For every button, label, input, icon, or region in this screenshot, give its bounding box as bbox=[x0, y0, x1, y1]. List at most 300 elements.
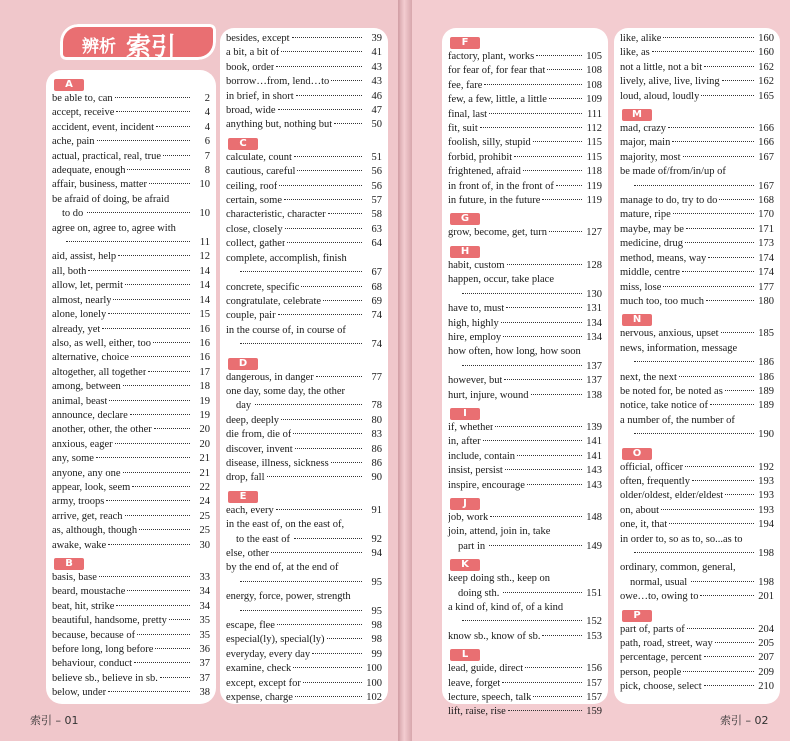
dot-leader bbox=[301, 285, 362, 287]
index-entry[interactable] bbox=[52, 265, 210, 279]
entry-page-number: 56 bbox=[371, 180, 382, 192]
index-entry[interactable] bbox=[52, 585, 210, 599]
section-letter-row bbox=[448, 32, 602, 50]
index-entry[interactable] bbox=[52, 481, 210, 495]
dot-leader bbox=[495, 425, 582, 427]
entry-page-number: 166 bbox=[758, 123, 774, 135]
entry-page-number: 98 bbox=[371, 620, 382, 632]
index-entry[interactable] bbox=[620, 533, 774, 562]
index-entry[interactable] bbox=[620, 637, 774, 651]
index-entry[interactable] bbox=[448, 165, 602, 179]
entry-term: alone, lonely bbox=[52, 309, 107, 321]
index-entry[interactable] bbox=[448, 662, 602, 676]
index-entry[interactable] bbox=[52, 629, 210, 643]
index-entry[interactable] bbox=[52, 423, 210, 437]
entry-page-number: 74 bbox=[371, 339, 382, 351]
dot-leader bbox=[462, 364, 582, 366]
dot-leader bbox=[531, 393, 583, 395]
dot-leader bbox=[127, 168, 190, 170]
dot-leader bbox=[706, 299, 754, 301]
index-entry[interactable] bbox=[226, 281, 382, 295]
index-entry[interactable] bbox=[620, 75, 774, 89]
index-entry[interactable] bbox=[52, 600, 210, 614]
entry-page-number: 94 bbox=[371, 548, 382, 559]
section-letter-row bbox=[448, 644, 602, 662]
index-entry[interactable] bbox=[226, 32, 382, 46]
section-letter: B bbox=[54, 558, 84, 570]
index-entry[interactable] bbox=[226, 295, 382, 309]
index-entry[interactable] bbox=[448, 677, 602, 691]
index-entry[interactable] bbox=[448, 464, 602, 478]
index-entry[interactable] bbox=[226, 619, 382, 633]
index-entry[interactable] bbox=[52, 657, 210, 671]
index-entry[interactable] bbox=[52, 380, 210, 394]
index-entry[interactable] bbox=[448, 691, 602, 705]
index-entry[interactable] bbox=[620, 208, 774, 222]
dot-leader bbox=[285, 227, 362, 229]
entry-page-number: 167 bbox=[758, 151, 774, 163]
dot-leader bbox=[661, 508, 754, 510]
entry-term: by the end of, at the end of bbox=[226, 562, 339, 574]
section-letter-row bbox=[52, 74, 210, 92]
entry-term: loud, aloud, loudly bbox=[620, 90, 700, 102]
index-entry[interactable] bbox=[620, 518, 774, 532]
entry-page-number: 14 bbox=[199, 280, 210, 292]
dot-leader bbox=[503, 591, 582, 593]
dot-leader bbox=[292, 36, 362, 38]
index-entry[interactable] bbox=[52, 279, 210, 293]
dot-leader bbox=[507, 263, 582, 265]
entry-term: know sb., know of sb. bbox=[448, 630, 541, 642]
index-entry[interactable] bbox=[448, 705, 602, 719]
index-entry[interactable] bbox=[448, 194, 602, 208]
index-entry[interactable] bbox=[52, 495, 210, 509]
dot-leader bbox=[323, 299, 362, 301]
index-entry[interactable] bbox=[226, 590, 382, 619]
entry-term: grow, become, get, turn bbox=[448, 227, 548, 239]
entry-page-number: 36 bbox=[199, 644, 210, 656]
index-entry[interactable] bbox=[448, 345, 602, 374]
dot-leader bbox=[240, 580, 362, 582]
entry-term: in order to, so as to, so...as to bbox=[620, 533, 743, 545]
index-entry[interactable] bbox=[448, 273, 602, 302]
index-entry[interactable] bbox=[52, 672, 210, 686]
entry-term: however, but bbox=[448, 375, 503, 387]
index-entry[interactable] bbox=[52, 395, 210, 409]
index-entry[interactable] bbox=[226, 104, 382, 118]
index-entry[interactable] bbox=[52, 250, 210, 264]
index-entry[interactable] bbox=[226, 151, 382, 165]
entry-term: appear, look, seem bbox=[52, 481, 131, 493]
entry-page-number: 16 bbox=[199, 323, 210, 335]
index-entry[interactable] bbox=[226, 252, 382, 281]
entry-page-number: 16 bbox=[199, 352, 210, 364]
title-small: 辨析 bbox=[82, 37, 116, 57]
entry-line-2 bbox=[52, 207, 210, 221]
index-entry[interactable] bbox=[448, 64, 602, 78]
dot-leader bbox=[691, 580, 754, 582]
dot-leader bbox=[169, 618, 190, 620]
entry-page-number: 143 bbox=[586, 479, 602, 491]
dot-leader bbox=[297, 169, 362, 171]
dot-leader bbox=[279, 184, 362, 186]
entry-page-number: 189 bbox=[758, 385, 774, 397]
index-entry[interactable] bbox=[226, 385, 382, 414]
entry-term: if, whether bbox=[448, 421, 494, 433]
index-entry[interactable] bbox=[448, 180, 602, 194]
entry-term: except, except for bbox=[226, 677, 301, 689]
entry-term: job, work bbox=[448, 511, 489, 523]
index-entry[interactable] bbox=[226, 61, 382, 75]
entry-term: in future, in the future bbox=[448, 195, 541, 207]
index-entry[interactable] bbox=[226, 518, 382, 547]
index-entry[interactable] bbox=[620, 680, 774, 694]
index-entry[interactable] bbox=[226, 471, 382, 485]
index-entry[interactable] bbox=[52, 92, 210, 106]
index-entry[interactable] bbox=[52, 106, 210, 120]
index-column-4 bbox=[614, 28, 780, 704]
index-entry[interactable] bbox=[226, 165, 382, 179]
index-entry[interactable] bbox=[620, 623, 774, 637]
entry-page-number: 8 bbox=[204, 165, 210, 177]
dot-leader bbox=[125, 283, 190, 285]
entry-term: fee, fare bbox=[448, 79, 483, 91]
entry-page-number: 180 bbox=[758, 295, 774, 307]
entry-page-number: 51 bbox=[371, 151, 382, 163]
entry-page-number: 14 bbox=[199, 265, 210, 277]
index-entry[interactable] bbox=[226, 504, 382, 518]
entry-line-2 bbox=[620, 576, 774, 590]
dot-leader bbox=[547, 68, 582, 70]
index-entry[interactable] bbox=[226, 648, 382, 662]
index-entry[interactable] bbox=[620, 194, 774, 208]
entry-term: medicine, drug bbox=[620, 238, 683, 250]
entry-term: dangerous, in danger bbox=[226, 371, 314, 383]
index-entry[interactable] bbox=[620, 46, 774, 60]
index-entry[interactable] bbox=[52, 150, 210, 164]
index-entry[interactable] bbox=[448, 435, 602, 449]
index-entry[interactable] bbox=[448, 108, 602, 122]
index-entry[interactable] bbox=[52, 222, 210, 251]
index-entry[interactable] bbox=[448, 421, 602, 435]
index-entry[interactable] bbox=[226, 237, 382, 251]
index-entry[interactable] bbox=[620, 32, 774, 46]
entry-term: besides, except bbox=[226, 33, 290, 44]
index-entry[interactable] bbox=[52, 294, 210, 308]
index-entry[interactable] bbox=[620, 489, 774, 503]
entry-page-number: 63 bbox=[371, 223, 382, 235]
dot-leader bbox=[276, 65, 362, 67]
index-entry[interactable] bbox=[226, 547, 382, 561]
entry-line-2 bbox=[226, 266, 382, 280]
index-entry[interactable] bbox=[226, 662, 382, 676]
entry-term: drop, fall bbox=[226, 472, 265, 484]
entry-line-2 bbox=[620, 356, 774, 370]
index-entry[interactable] bbox=[620, 90, 774, 104]
index-entry[interactable] bbox=[226, 371, 382, 385]
entry-term: expense, charge bbox=[226, 692, 293, 704]
index-entry[interactable] bbox=[52, 467, 210, 481]
index-entry[interactable] bbox=[448, 317, 602, 331]
entry-term: escape, flee bbox=[226, 620, 275, 632]
entry-line-2 bbox=[226, 533, 382, 547]
dot-leader bbox=[287, 241, 362, 243]
dot-leader bbox=[316, 375, 362, 377]
index-entry[interactable] bbox=[448, 122, 602, 136]
index-entry[interactable] bbox=[52, 686, 210, 700]
entry-term: die from, die of bbox=[226, 429, 292, 441]
index-entry[interactable] bbox=[620, 414, 774, 443]
index-entry[interactable] bbox=[52, 452, 210, 466]
index-entry[interactable] bbox=[226, 414, 382, 428]
index-entry[interactable] bbox=[620, 590, 774, 604]
index-entry[interactable] bbox=[226, 90, 382, 104]
index-entry[interactable] bbox=[620, 266, 774, 280]
index-entry[interactable] bbox=[226, 118, 382, 132]
index-entry[interactable] bbox=[52, 193, 210, 222]
index-entry[interactable] bbox=[448, 136, 602, 150]
entry-term: also, as well, either, too bbox=[52, 337, 152, 349]
index-entry[interactable] bbox=[226, 561, 382, 590]
entry-term: be noted for, be noted as bbox=[620, 385, 723, 397]
entry-page-number: 21 bbox=[199, 467, 210, 479]
index-entry[interactable] bbox=[52, 366, 210, 380]
index-entry[interactable] bbox=[52, 164, 210, 178]
index-entry[interactable] bbox=[448, 572, 602, 601]
entry-page-number: 112 bbox=[586, 123, 602, 135]
entry-page-number: 141 bbox=[586, 450, 602, 462]
index-entry[interactable] bbox=[226, 457, 382, 471]
entry-term: a number of, the number of bbox=[620, 414, 735, 426]
entry-term: like, as bbox=[620, 47, 650, 59]
entry-page-number: 37 bbox=[199, 658, 210, 670]
index-entry[interactable] bbox=[226, 194, 382, 208]
entry-page-number: 119 bbox=[586, 180, 602, 192]
index-entry[interactable] bbox=[620, 281, 774, 295]
index-entry[interactable] bbox=[448, 601, 602, 630]
dot-leader bbox=[96, 456, 190, 458]
section-letter-row bbox=[226, 353, 382, 371]
dot-leader bbox=[503, 335, 582, 337]
index-entry[interactable] bbox=[620, 461, 774, 475]
dot-leader bbox=[87, 211, 190, 213]
index-entry[interactable] bbox=[226, 324, 382, 353]
entry-term: before long, long before bbox=[52, 644, 154, 656]
index-entry[interactable] bbox=[226, 309, 382, 323]
index-entry[interactable] bbox=[52, 510, 210, 524]
index-entry[interactable] bbox=[448, 259, 602, 273]
index-entry[interactable] bbox=[448, 525, 602, 554]
index-entry[interactable] bbox=[620, 61, 774, 75]
index-entry[interactable] bbox=[52, 643, 210, 657]
index-entry[interactable] bbox=[448, 93, 602, 107]
entry-page-number: 43 bbox=[371, 61, 382, 73]
dot-leader bbox=[634, 432, 754, 434]
entry-term: another, other, the other bbox=[52, 424, 152, 436]
entry-page-number: 20 bbox=[199, 424, 210, 436]
entry-page-number: 171 bbox=[758, 223, 774, 235]
index-entry[interactable] bbox=[620, 504, 774, 518]
dot-leader bbox=[303, 681, 362, 683]
index-entry[interactable] bbox=[620, 385, 774, 399]
entry-term: close, closely bbox=[226, 223, 283, 235]
entry-page-number: 108 bbox=[586, 79, 602, 91]
entry-page-number: 34 bbox=[199, 586, 210, 598]
entry-term: among, between bbox=[52, 381, 121, 393]
index-entry[interactable] bbox=[448, 450, 602, 464]
index-entry[interactable] bbox=[620, 561, 774, 590]
entry-page-number: 193 bbox=[758, 475, 774, 487]
index-entry[interactable] bbox=[226, 180, 382, 194]
index-entry[interactable] bbox=[620, 136, 774, 150]
entry-term: be able to, can bbox=[52, 93, 113, 104]
index-entry[interactable] bbox=[52, 614, 210, 628]
entry-term: congratulate, celebrate bbox=[226, 295, 322, 307]
index-entry[interactable] bbox=[52, 351, 210, 365]
index-entry[interactable] bbox=[448, 389, 602, 403]
dot-leader bbox=[295, 447, 362, 449]
index-entry[interactable] bbox=[52, 323, 210, 337]
index-entry[interactable] bbox=[620, 122, 774, 136]
index-entry[interactable] bbox=[52, 337, 210, 351]
entry-term: book, order bbox=[226, 61, 275, 73]
index-entry[interactable] bbox=[620, 327, 774, 341]
dot-leader bbox=[704, 684, 754, 686]
index-entry[interactable] bbox=[226, 428, 382, 442]
index-entry[interactable] bbox=[52, 438, 210, 452]
entry-line-2 bbox=[620, 547, 774, 561]
index-entry[interactable] bbox=[226, 46, 382, 60]
index-entry[interactable] bbox=[620, 237, 774, 251]
dot-leader bbox=[108, 543, 190, 545]
dot-leader bbox=[634, 360, 754, 362]
entry-term: not a little, not a bit bbox=[620, 61, 703, 73]
index-entry[interactable] bbox=[226, 677, 382, 691]
entry-term: animal, beast bbox=[52, 395, 108, 407]
entry-page-number: 138 bbox=[586, 389, 602, 401]
entry-page-number: 18 bbox=[199, 381, 210, 393]
entry-page-number: 141 bbox=[586, 436, 602, 448]
index-entry[interactable] bbox=[448, 374, 602, 388]
index-entry[interactable] bbox=[52, 135, 210, 149]
dot-leader bbox=[514, 155, 582, 157]
index-entry[interactable] bbox=[620, 151, 774, 165]
entry-term-continuation: to do bbox=[62, 208, 84, 220]
dot-leader bbox=[506, 306, 582, 308]
index-entry[interactable] bbox=[52, 571, 210, 585]
dot-leader bbox=[719, 198, 754, 200]
dot-leader bbox=[480, 126, 582, 128]
dot-leader bbox=[149, 182, 190, 184]
entry-term: already, yet bbox=[52, 323, 101, 335]
index-entry[interactable] bbox=[226, 223, 382, 237]
index-entry[interactable] bbox=[226, 75, 382, 89]
index-entry[interactable] bbox=[620, 371, 774, 385]
entry-page-number: 210 bbox=[758, 681, 774, 693]
index-entry[interactable] bbox=[52, 308, 210, 322]
entry-term: a bit, a bit of bbox=[226, 47, 280, 59]
entry-term-continuation: part in bbox=[458, 540, 486, 552]
entry-term: altogether, all together bbox=[52, 366, 147, 378]
index-entry[interactable] bbox=[448, 630, 602, 644]
entry-term: be made of/from/in/up of bbox=[620, 166, 726, 178]
entry-term: because, because of bbox=[52, 629, 136, 641]
entry-term: ordinary, common, general, bbox=[620, 562, 736, 574]
entry-page-number: 86 bbox=[371, 443, 382, 455]
entry-page-number: 174 bbox=[758, 267, 774, 279]
entry-term: broad, wide bbox=[226, 105, 276, 117]
index-entry[interactable] bbox=[448, 79, 602, 93]
index-entry[interactable] bbox=[620, 252, 774, 266]
index-entry[interactable] bbox=[448, 302, 602, 316]
index-entry[interactable] bbox=[620, 475, 774, 489]
index-entry[interactable] bbox=[620, 666, 774, 680]
index-entry[interactable] bbox=[52, 524, 210, 538]
dot-leader bbox=[490, 515, 582, 517]
index-entry[interactable] bbox=[620, 295, 774, 309]
entry-page-number: 205 bbox=[758, 638, 774, 650]
index-entry[interactable] bbox=[226, 443, 382, 457]
dot-leader bbox=[281, 418, 362, 420]
book-spine bbox=[398, 0, 412, 741]
entry-term: owe…to, owing to bbox=[620, 591, 699, 603]
index-entry[interactable] bbox=[620, 399, 774, 413]
index-entry[interactable] bbox=[52, 178, 210, 192]
index-entry[interactable] bbox=[226, 691, 382, 705]
index-entry[interactable] bbox=[448, 151, 602, 165]
entry-page-number: 91 bbox=[371, 504, 382, 516]
dot-leader bbox=[281, 50, 362, 52]
index-entry[interactable] bbox=[226, 208, 382, 222]
index-entry[interactable] bbox=[52, 409, 210, 423]
index-entry[interactable] bbox=[448, 479, 602, 493]
index-entry[interactable] bbox=[620, 223, 774, 237]
entry-term: percentage, percent bbox=[620, 652, 702, 664]
index-entry[interactable] bbox=[448, 50, 602, 64]
index-entry[interactable] bbox=[448, 511, 602, 525]
index-entry[interactable] bbox=[620, 651, 774, 665]
index-entry[interactable] bbox=[620, 342, 774, 371]
dot-leader bbox=[293, 666, 362, 668]
index-entry[interactable] bbox=[52, 539, 210, 553]
entry-page-number: 47 bbox=[371, 105, 382, 117]
entry-term: basis, base bbox=[52, 572, 97, 583]
entry-page-number: 207 bbox=[758, 652, 774, 664]
index-entry[interactable] bbox=[620, 165, 774, 194]
index-entry[interactable] bbox=[226, 633, 382, 647]
entry-page-number: 37 bbox=[199, 672, 210, 684]
entry-term: next, the next bbox=[620, 371, 677, 383]
index-entry[interactable] bbox=[52, 121, 210, 135]
entry-page-number: 143 bbox=[586, 465, 602, 477]
index-entry[interactable] bbox=[448, 226, 602, 240]
dot-leader bbox=[704, 65, 754, 67]
index-entry[interactable] bbox=[448, 331, 602, 345]
entry-page-number: 77 bbox=[371, 371, 382, 383]
dot-leader bbox=[278, 313, 362, 315]
dot-leader bbox=[533, 695, 582, 697]
dot-leader bbox=[155, 647, 190, 649]
entry-term: official, officer bbox=[620, 461, 684, 473]
entry-page-number: 7 bbox=[204, 150, 210, 162]
entry-term: include, contain bbox=[448, 450, 516, 462]
entry-page-number: 100 bbox=[366, 663, 382, 675]
entry-term: allow, let, permit bbox=[52, 280, 124, 292]
dot-leader bbox=[504, 378, 582, 380]
entry-term: calculate, count bbox=[226, 151, 292, 163]
entry-page-number: 204 bbox=[758, 623, 774, 635]
entry-page-number: 14 bbox=[199, 294, 210, 306]
